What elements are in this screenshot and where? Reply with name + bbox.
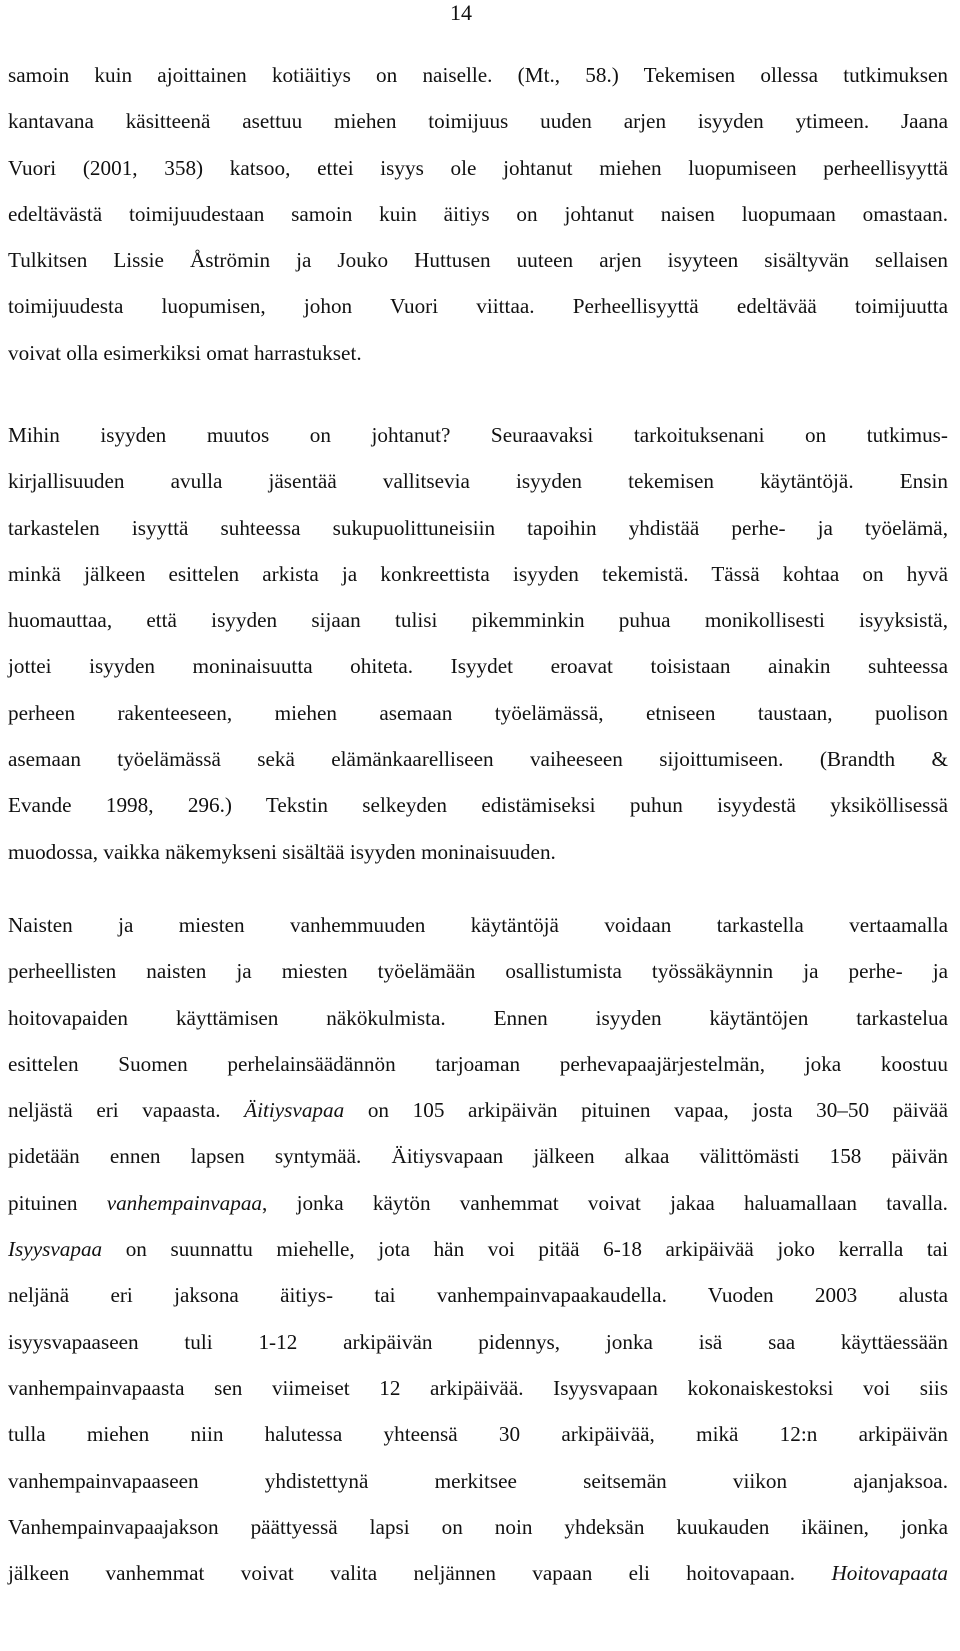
text-line: minkä jälkeen esittelen arkista ja konkreettista isyyden tekemistä. Tässä kohtaa on hyvä	[8, 561, 948, 586]
text-fragment: neljästä eri vapaasta.	[8, 1098, 245, 1123]
text-line: Mihin isyyden muutos on johtanut? Seuraavaksi tarkoituksenani on tutkimus-	[8, 423, 948, 447]
text-line: kirjallisuuden avulla jäsentää vallitsevia isyyden tekemisen käytäntöjä. Ensin	[8, 469, 948, 494]
text-line: asemaan työelämässä sekä elämänkaarelliseen vaiheeseen sijoittumiseen. (Brandth &	[8, 747, 948, 772]
text-fragment: , jonka käytön vanhemmat voivat jakaa haluamallaan tavalla.	[262, 1190, 948, 1215]
paragraph-3	[8, 902, 948, 1596]
text-line: toimijuudesta luopumisen, johon Vuori viittaa. Perheellisyyttä edeltävää toimijuutta	[8, 294, 948, 319]
text-line: Naisten ja miesten vanhemmuuden käytäntöjä voidaan tarkastella vertaamalla	[8, 913, 948, 937]
page-number: 14	[450, 0, 472, 25]
text-line: samoin kuin ajoittainen kotiäitiys on naiselle. (Mt., 58.) Tekemisen ollessa tutkimuksen	[8, 63, 948, 87]
text-line: huomauttaa, että isyyden sijaan tulisi pikemminkin puhua monikollisesti isyyksistä,	[8, 608, 948, 633]
text-line: tarkastelen isyyttä suhteessa sukupuolittuneisiin tapoihin yhdistää perhe- ja työelämä,	[8, 515, 948, 540]
text-line: muodossa, vaikka näkemykseni sisältää isyyden moninaisuuden.	[8, 839, 556, 864]
term-vanhempainvapaa: vanhempainvapaa	[106, 1190, 263, 1215]
text-line: Evande 1998, 296.) Tekstin selkeyden edistämiseksi puhun isyydestä yksiköllisessä	[8, 793, 948, 818]
text-line: voivat olla esimerkiksi omat harrastukset.	[8, 340, 362, 365]
paragraph-2	[8, 412, 948, 875]
text-line: vanhempainvapaasta sen viimeiset 12 arkipäivää. Isyysvapaan kokonaiskestoksi voi siis	[8, 1375, 948, 1400]
text-line	[8, 1550, 948, 1596]
text-line: perheellisten naisten ja miesten työelämään osallistumista työssäkäynnin ja perhe- ja	[8, 959, 948, 984]
term-hoitovapaata: Hoitovapaata	[831, 1561, 948, 1586]
term-aitiysvapaa: Äitiysvapaa	[244, 1098, 345, 1123]
text-line: jottei isyyden moninaisuutta ohiteta. Isyydet eroavat toisistaan ainakin suhteessa	[8, 654, 948, 679]
text-line: perheen rakenteeseen, miehen asemaan työelämässä, etniseen taustaan, puolison	[8, 700, 948, 725]
text-line: kantavana käsitteenä asettuu miehen toimijuus uuden arjen isyyden ytimeen. Jaana	[8, 109, 948, 134]
text-line	[8, 1226, 948, 1272]
text-line: edeltävästä toimijuudestaan samoin kuin äitiys on johtanut naisen luopumaan omastaan.	[8, 201, 948, 226]
paragraph-1	[8, 52, 948, 376]
text-line	[8, 1087, 948, 1133]
text-line: Vanhempainvapaajakson päättyessä lapsi on noin yhdeksän kuukauden ikäinen, jonka	[8, 1514, 948, 1539]
text-line: tulla miehen niin halutessa yhteensä 30 arkipäivää, mikä 12:n arkipäivän	[8, 1422, 948, 1447]
text-fragment: on suunnattu miehelle, jota hän voi pitää 6-18 arkipäivää joko kerralla tai	[102, 1237, 948, 1262]
text-fragment: jälkeen vanhemmat voivat valita neljännen vapaan eli hoitovapaan.	[8, 1561, 832, 1586]
text-line: Vuori (2001, 358) katsoo, ettei isyys ole johtanut miehen luopumiseen perheellisyyttä	[8, 155, 948, 180]
text-line: vanhempainvapaaseen yhdistettynä merkitsee seitsemän viikon ajanjaksoa.	[8, 1468, 948, 1493]
text-line: Tulkitsen Lissie Åströmin ja Jouko Huttusen uuteen arjen isyyteen sisältyvän sellaisen	[8, 248, 948, 273]
text-line: hoitovapaiden käyttämisen näkökulmista. Ennen isyyden käytäntöjen tarkastelua	[8, 1005, 948, 1030]
text-fragment: on 105 arkipäivän pituinen vapaa, josta 30–50 päivää	[344, 1098, 948, 1123]
term-isyysvapaa: Isyysvapaa	[8, 1237, 103, 1262]
text-line: pidetään ennen lapsen syntymää. Äitiysvapaan jälkeen alkaa välittömästi 158 päivän	[8, 1144, 948, 1169]
text-line	[8, 1180, 948, 1226]
text-line: esittelen Suomen perhelainsäädännön tarjoaman perhevapaajärjestelmän, joka koostuu	[8, 1051, 948, 1076]
text-line: neljänä eri jaksona äitiys- tai vanhempainvapaakaudella. Vuoden 2003 alusta	[8, 1283, 948, 1308]
text-fragment: pituinen	[8, 1190, 107, 1215]
text-line: isyysvapaaseen tuli 1-12 arkipäivän pidennys, jonka isä saa käyttäessään	[8, 1329, 948, 1354]
